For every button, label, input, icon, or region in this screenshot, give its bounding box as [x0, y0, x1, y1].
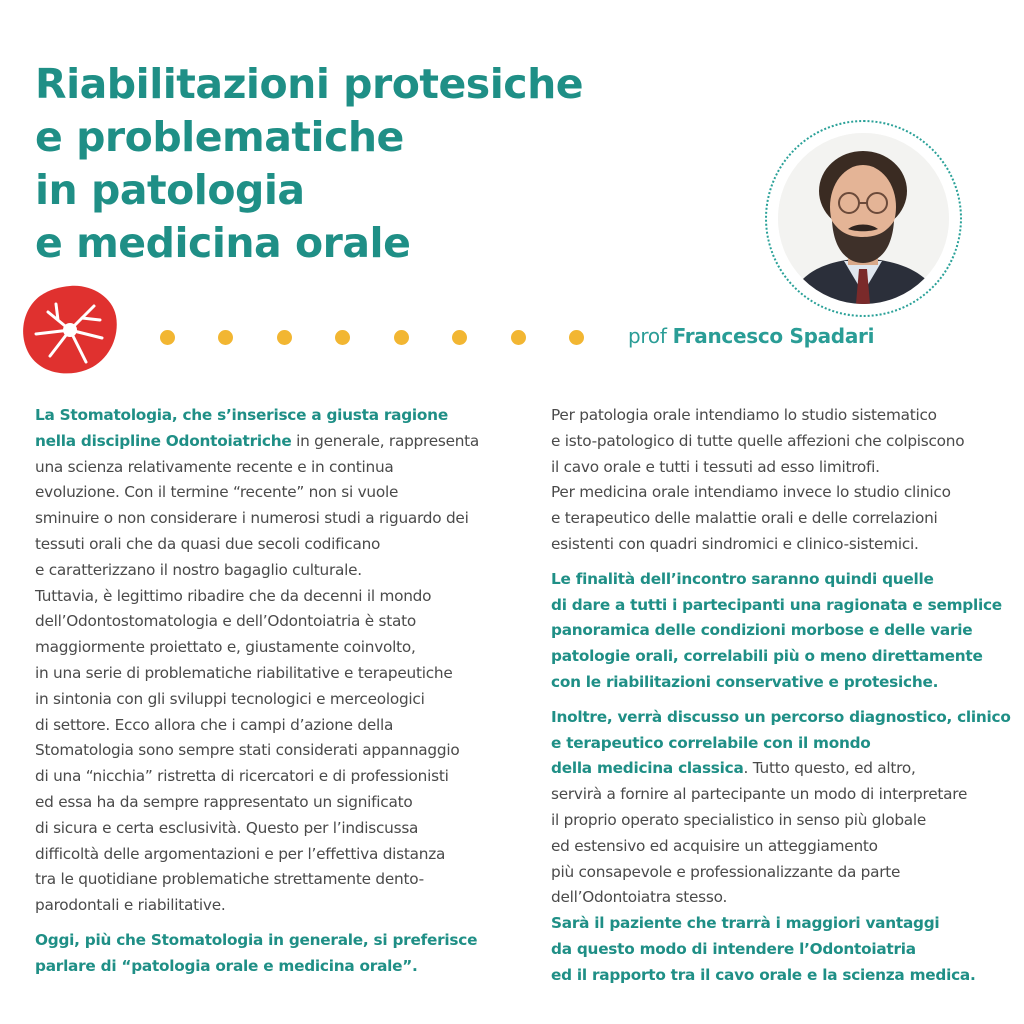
body-line: di una “nicchia” ristretta di ricercatori e di professionisti: [35, 767, 449, 786]
intro-rest: in generale, rappresenta: [291, 431, 480, 450]
body-line: e caratterizzano il nostro bagaglio culturale.: [35, 560, 362, 579]
closing-bold-line: da questo modo di intendere l’Odontoiatria: [551, 939, 916, 958]
decorative-dots: [160, 330, 590, 346]
bold-line: Le finalità dell’incontro saranno quindi quelle: [551, 569, 934, 588]
body-line: e terapeutico delle malattie orali e delle correlazioni: [551, 509, 938, 528]
right-column: [551, 403, 1011, 989]
body-line: ed estensivo ed acquisire un atteggiamento: [551, 836, 878, 855]
body-line: tessuti orali che da quasi due secoli codificano: [35, 534, 381, 553]
body-line: parodontali e riabilitative.: [35, 896, 226, 915]
body-line: sminuire o non considerare i numerosi studi a riguardo dei: [35, 509, 469, 528]
bold-line: e terapeutico correlabile con il mondo: [551, 733, 871, 752]
author-fullname: Francesco Spadari: [672, 324, 875, 348]
body-line: Tuttavia, è legittimo ribadire che da decenni il mondo: [35, 586, 432, 605]
intro-bold-line: nella discipline Odontoiatriche: [35, 431, 292, 450]
closing-bold-line: Sarà il paziente che trarrà i maggiori vantaggi: [551, 914, 940, 933]
bold-line: di dare a tutti i partecipanti una ragionata e semplice: [551, 595, 1002, 614]
oral-pathology-logo: [20, 282, 120, 377]
body-line: maggiormente proiettato e, giustamente coinvolto,: [35, 638, 416, 657]
bold-line: panoramica delle condizioni morbose e delle varie: [551, 621, 973, 640]
author-name: [628, 324, 874, 348]
title-line: Riabilitazioni protesiche: [35, 60, 584, 108]
body-line: dell’Odontoiatra stesso.: [551, 888, 728, 907]
closing-bold-line: ed il rapporto tra il cavo orale e la scienza medica.: [551, 965, 976, 984]
body-line: difficoltà delle argomentazioni e per l’effettiva distanza: [35, 844, 446, 863]
body-line: più consapevole e professionalizzante da parte: [551, 862, 901, 881]
author-portrait: [778, 133, 949, 304]
dot: [335, 330, 350, 345]
dot: [452, 330, 467, 345]
body-line: dell’Odontostomatologia e dell’Odontoiatria è stato: [35, 612, 416, 631]
dot: [218, 330, 233, 345]
body-line: il cavo orale e tutti i tessuti ad esso limitrofi.: [551, 457, 880, 476]
body-line: di settore. Ecco allora che i campi d’azione della: [35, 715, 394, 734]
title-line: e problematiche: [35, 113, 404, 161]
mixed-line: [551, 756, 1011, 782]
dot: [511, 330, 526, 345]
para3-rest: . Tutto questo, ed altro,: [743, 759, 916, 778]
body-line: evoluzione. Con il termine “recente” non si vuole: [35, 483, 399, 502]
bold-line: con le riabilitazioni conservative e protesiche.: [551, 672, 939, 691]
body-line: di sicura e certa esclusività. Questo per l’indiscussa: [35, 818, 419, 837]
body-line: in una serie di problematiche riabilitative e terapeutiche: [35, 663, 453, 682]
intro-mixed-line: [35, 429, 505, 455]
bold-line: patologie orali, correlabili più o meno direttamente: [551, 647, 983, 666]
dot: [394, 330, 409, 345]
body-line: Stomatologia sono sempre stati considerati appannaggio: [35, 741, 460, 760]
body-line: Per patologia orale intendiamo lo studio sistematico: [551, 406, 937, 424]
body-line: servirà a fornire al partecipante un modo di interpretare: [551, 785, 968, 804]
closing-bold-line: parlare di “patologia orale e medicina orale”.: [35, 956, 418, 975]
dot: [569, 330, 584, 345]
body-line: una scienza relativamente recente e in continua: [35, 457, 394, 476]
body-line: in sintonia con gli sviluppi tecnologici e merceologici: [35, 689, 425, 708]
dot: [277, 330, 292, 345]
body-line: il proprio operato specialistico in senso più globale: [551, 810, 927, 829]
author-prefix: prof: [628, 324, 667, 348]
body-line: ed essa ha da sempre rappresentato un significato: [35, 792, 413, 811]
title-line: e medicina orale: [35, 219, 411, 267]
bold-line: della medicina classica: [551, 759, 744, 778]
page-title: [35, 58, 655, 270]
left-column: [35, 403, 505, 980]
body-line: Per medicina orale intendiamo invece lo studio clinico: [551, 483, 951, 502]
body-line: e isto-patologico di tutte quelle affezioni che colpiscono: [551, 431, 965, 450]
dot: [160, 330, 175, 345]
bold-line: Inoltre, verrà discusso un percorso diagnostico, clinico: [551, 707, 1011, 726]
title-line: in patologia: [35, 166, 305, 214]
body-line: tra le quotidiane problematiche strettamente dento-: [35, 870, 424, 889]
closing-bold-line: Oggi, più che Stomatologia in generale, si preferisce: [35, 930, 478, 949]
portrait-illustration: [778, 133, 949, 304]
body-line: esistenti con quadri sindromici e clinico-sistemici.: [551, 534, 919, 553]
intro-bold-line: La Stomatologia, che s’inserisce a giusta ragione: [35, 406, 448, 424]
